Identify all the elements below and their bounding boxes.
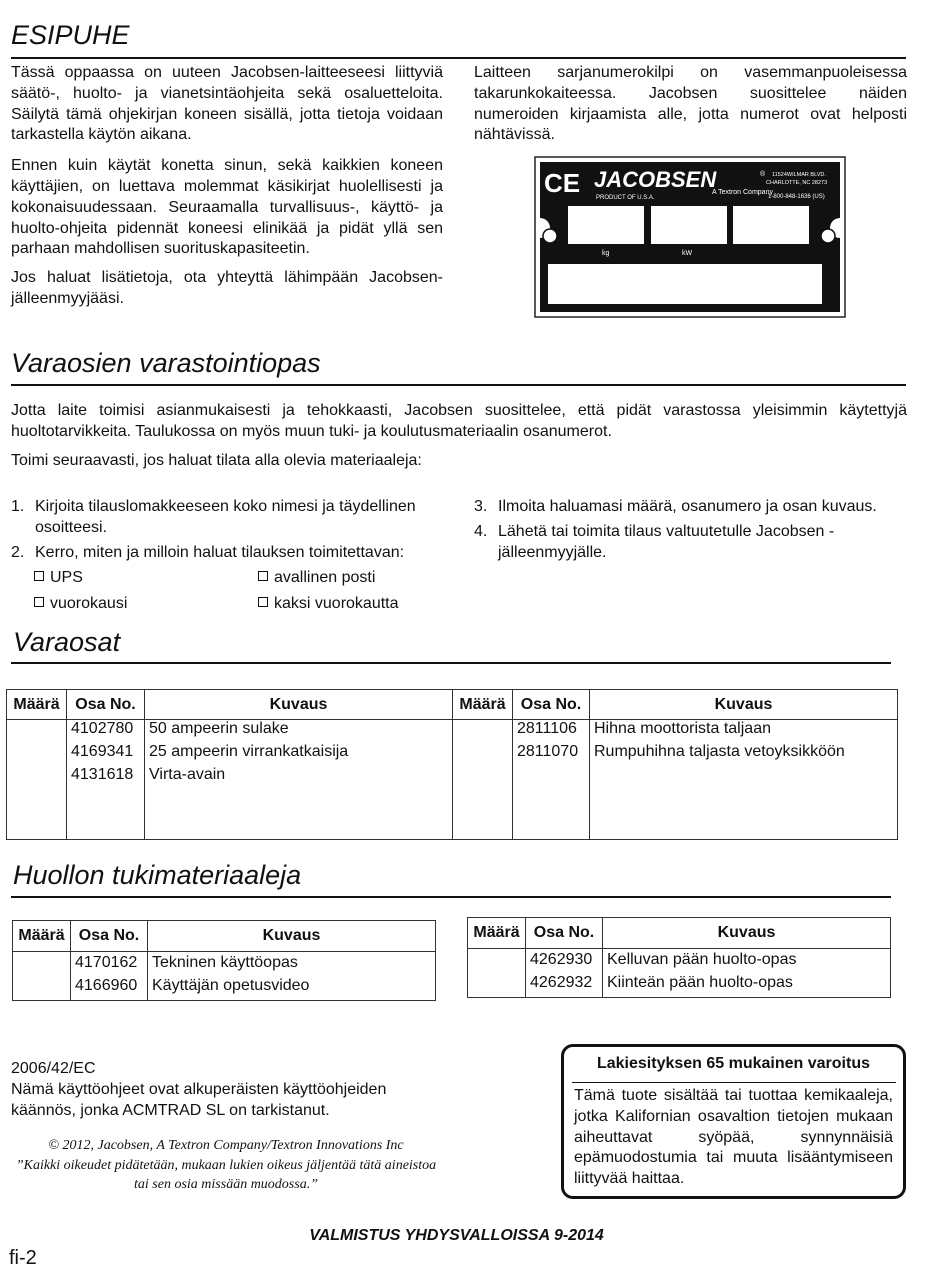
qty-cell [13, 977, 71, 1001]
legal-notes [11, 1059, 441, 1121]
step-number: 2. [11, 543, 25, 561]
qty-cell [453, 789, 513, 840]
list-item [474, 522, 907, 564]
qty-cell [7, 789, 67, 840]
qty-cell [453, 720, 513, 744]
part-number-cell [67, 789, 145, 840]
rights-reserved-line: ”Kaikki oikeudet pidätetään, mukaan lukien oikeus jäljentää tätä aineistoa tai sen osia missään muodossa.” [15, 1157, 437, 1192]
shipping-label: vuorokausi [50, 595, 128, 612]
description-cell: Hihna moottorista taljaan [590, 720, 898, 744]
qty-cell [7, 766, 67, 789]
qty-cell [7, 720, 67, 744]
shipping-option-ups[interactable] [34, 569, 83, 587]
table-row [468, 974, 891, 998]
shipping-option-mail[interactable] [258, 569, 375, 587]
page-number: fi-2 [9, 1247, 37, 1269]
plate-kw-label: kW [682, 250, 693, 257]
column-header: Osa No. [513, 690, 590, 720]
description-cell: 50 ampeerin sulake [145, 720, 453, 744]
storage-rule [11, 384, 906, 386]
support-title: Huollon tukimateriaaleja [13, 860, 302, 890]
qty-cell [13, 952, 71, 978]
plate-kg-label: kg [602, 250, 610, 257]
description-cell: Käyttäjän opetusvideo [148, 977, 436, 1001]
description-cell: 25 ampeerin virrankatkaisija [145, 743, 453, 766]
checkbox-icon[interactable] [34, 571, 44, 581]
qty-cell [453, 766, 513, 789]
description-cell: Kelluvan pään huolto-opas [603, 949, 891, 975]
column-header: Osa No. [526, 918, 603, 949]
ce-mark: CE [544, 168, 581, 198]
copyright-line: © 2012, Jacobsen, A Textron Company/Textron Innovations Inc [48, 1138, 404, 1153]
checkbox-icon[interactable] [258, 597, 268, 607]
list-item [474, 497, 907, 518]
description-cell: Rumpuhihna taljasta vetoyksikköön [590, 743, 898, 766]
brand-tagline: A Textron Company [712, 189, 773, 196]
description-cell: Virta-avain [145, 766, 453, 789]
step-text: Kerro, miten ja milloin haluat tilauksen toimitettavan: [35, 543, 405, 561]
step-number: 3. [474, 498, 488, 515]
column-header: Määrä [7, 690, 67, 720]
column-header: Määrä [468, 918, 526, 949]
description-cell: Kiinteän pään huolto-opas [603, 974, 891, 998]
support-table-right [467, 917, 891, 998]
support-rule [11, 896, 891, 898]
plate-field-2 [651, 206, 727, 244]
preface-right-column [474, 63, 907, 146]
table-row [13, 977, 436, 1001]
product-origin: PRODUCT OF U.S.A. [596, 195, 655, 201]
preface-paragraph-3: Jos haluat lisätietoja, ota yhteyttä lähimpään Jacobsen-jälleenmyyjääsi. [11, 269, 443, 307]
shipping-label: UPS [50, 569, 83, 586]
list-item [11, 543, 443, 564]
warning-title: Lakiesityksen 65 mukainen varoitus [596, 1055, 870, 1072]
table-row [13, 952, 436, 978]
preface-paragraph-1: Tässä oppaassa on uuteen Jacobsen-laitteeseesi liittyviä säätö-, huolto- ja vianetsintäohjeita sekä osaluetteloita. Säilytä tämä ohjekirjan koneen sisällä, jotta tietoja voidaan tarkastella käytön aikana. [11, 64, 443, 144]
qty-cell [453, 743, 513, 766]
warning-divider [572, 1082, 896, 1083]
parts-title: Varaosat [13, 627, 121, 657]
storage-title: Varaosien varastointiopas [11, 348, 321, 378]
column-header: Kuvaus [148, 921, 436, 952]
description-cell [145, 789, 453, 840]
step-number: 1. [11, 498, 25, 515]
preface-title: ESIPUHE [11, 20, 130, 50]
table-row [468, 949, 891, 975]
order-steps-right [474, 497, 907, 567]
preface-paragraph-2: Ennen kuin käytät konetta sinun, sekä kaikkien koneen käyttäjien, on luettava molemmat käsikirjat huolellisesti ja kokonaisuudessaan. Seuraamalla turvallisuus-, käyttö- ja huolto-ohjeita pidennät koneesi elinikää ja pidät yllä sen parhaan mahdollisen suorituskapasiteetin. [11, 157, 443, 258]
plate-serial-field [548, 264, 822, 304]
serial-plate-paragraph: Laitteen sarjanumerokilpi on vasemmanpuoleisessa takarunkokaiteessa. Jacobsen suosittelee näiden numeroiden kirjaamista alle, jotta numerot ovat helposti nähtävissä. [474, 64, 907, 144]
column-header: Kuvaus [603, 918, 891, 949]
column-header: Osa No. [71, 921, 148, 952]
shipping-option-day[interactable] [34, 595, 127, 613]
brand-trademark: ® [760, 171, 766, 178]
table-row [7, 766, 898, 789]
directive-number: 2006/42/EC [11, 1060, 96, 1077]
part-number-cell: 4166960 [71, 977, 148, 1001]
preface-left-column [11, 63, 443, 310]
description-cell: Tekninen käyttöopas [148, 952, 436, 978]
description-cell [590, 789, 898, 840]
shipping-option-two-days[interactable] [258, 595, 399, 613]
step-text: Lähetä tai toimita tilaus valtuutetulle Jacobsen -jälleenmyyjälle. [498, 522, 835, 561]
part-number-cell: 2811070 [513, 743, 590, 766]
table-row [7, 743, 898, 766]
checkbox-icon[interactable] [34, 597, 44, 607]
column-header: Kuvaus [590, 690, 898, 720]
serial-number-plate [534, 156, 846, 318]
step-text: Ilmoita haluamasi määrä, osanumero ja osan kuvaus. [498, 498, 877, 515]
qty-cell [468, 949, 526, 975]
part-number-cell [513, 766, 590, 789]
address-line-1: 11524WILMAR BLVD. [772, 172, 826, 178]
step-text: Kirjoita tilauslomakkeeseen koko nimesi ja täydellinen osoitteesi. [35, 498, 416, 536]
part-number-cell: 4262932 [526, 974, 603, 998]
preface-rule [11, 57, 906, 59]
part-number-cell: 4170162 [71, 952, 148, 978]
support-table-left [12, 920, 436, 1001]
table-row [7, 789, 898, 840]
checkbox-icon[interactable] [258, 571, 268, 581]
qty-cell [7, 743, 67, 766]
warning-text: Tämä tuote sisältää tai tuottaa kemikaaleja, jotka Kalifornian osavaltion tietojen mukaan aiheuttavat syöpää, synnynnäisiä epämuodostumia tai muuta lisääntymiseen liittyvää haittaa. [574, 1087, 893, 1188]
part-number-cell: 4262930 [526, 949, 603, 975]
shipping-label: kaksi vuorokautta [274, 595, 399, 612]
part-number-cell: 2811106 [513, 720, 590, 744]
column-header: Kuvaus [145, 690, 453, 720]
qty-cell [468, 974, 526, 998]
order-steps-left [11, 497, 443, 567]
parts-table [6, 689, 898, 840]
column-header: Osa No. [67, 690, 145, 720]
plate-field-3 [733, 206, 809, 244]
table-row [7, 720, 898, 744]
phone-number: 1-800-848-1636 (US) [768, 194, 825, 200]
part-number-cell: 4131618 [67, 766, 145, 789]
prop65-warning-box [561, 1044, 906, 1199]
step-number: 4. [474, 522, 488, 540]
order-intro: Toimi seuraavasti, jos haluat tilata alla olevia materiaaleja: [11, 452, 422, 469]
plate-field-1 [568, 206, 644, 244]
address-line-2: CHARLOTTE, NC 28273 [766, 180, 828, 186]
part-number-cell: 4102780 [67, 720, 145, 744]
description-cell [590, 766, 898, 789]
storage-intro: Jotta laite toimisi asianmukaisesti ja tehokkaasti, Jacobsen suosittelee, että pidät varastossa yleisimmin käytettyjä huoltotarvikkeita. Taulukossa on myös muun tuki- ja koulutusmateriaalin osanumerot. [11, 402, 907, 440]
part-number-cell [513, 789, 590, 840]
column-header: Määrä [453, 690, 513, 720]
list-item [11, 497, 443, 539]
part-number-cell: 4169341 [67, 743, 145, 766]
copyright-notice [11, 1136, 441, 1195]
shipping-label: avallinen posti [274, 569, 376, 586]
made-in-usa: VALMISTUS YHDYSVALLOISSA 9-2014 [309, 1227, 604, 1244]
column-header: Määrä [13, 921, 71, 952]
brand-logo: JACOBSEN [594, 167, 717, 192]
translation-note: Nämä käyttöohjeet ovat alkuperäisten käyttöohjeiden käännös, jonka ACMTRAD SL on tarkistanut. [11, 1080, 387, 1119]
parts-rule [11, 662, 891, 664]
